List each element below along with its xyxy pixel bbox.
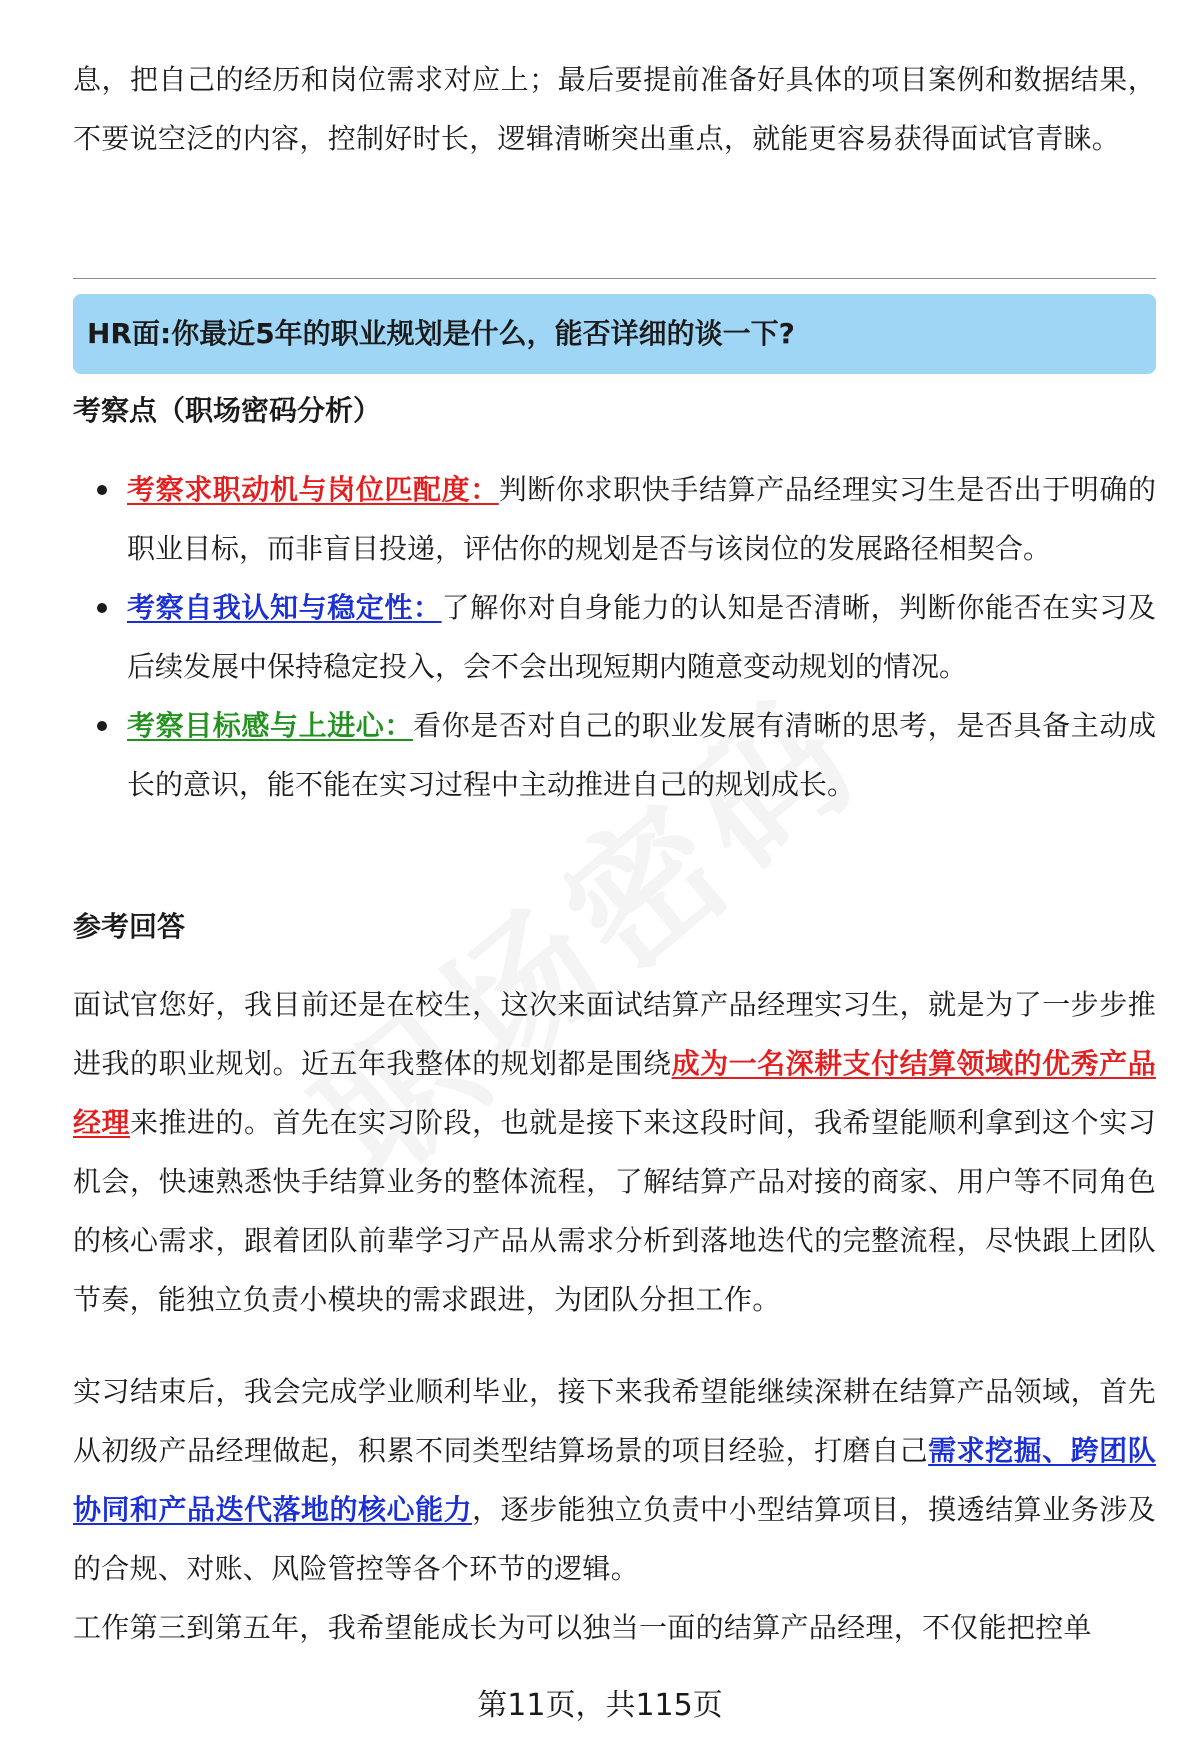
answer-paragraph-1 — [73, 975, 1156, 1329]
answer-text: 面试官您好，我目前还是在校生，这次来面试结算产品经理实习生，就是为了一步步推进我的职业规划。近五年我整体的规划都是围绕 — [73, 988, 1156, 1080]
answer-text: 来推进的。首先在实习阶段，也就是接下来这段时间，我希望能顺利拿到这个实习机会，快速熟悉快手结算业务的整体流程，了解结算产品对接的商家、用户等不同角色的核心需求，跟着团队前辈学习产品从需求分析到落地迭代的完整流程，尽快跟上团队节奏，能独立负责小模块的需求跟进，为团队分担工作。 — [73, 1106, 1156, 1316]
intro-paragraph: 息，把自己的经历和岗位需求对应上；最后要提前准备好具体的项目案例和数据结果，不要说空泛的内容，控制好时长，逻辑清晰突出重点，就能更容易获得面试官青睐。 — [73, 63, 1156, 155]
answer-paragraph-2 — [73, 1362, 1156, 1598]
bullet-text: 了解你对自身能力的认知是否清晰，判断你能否在实习及后续发展中保持稳定投入，会不会出现短期内随意变动规划的情况。 — [127, 591, 1156, 683]
list-item — [73, 460, 1156, 578]
section-divider — [73, 278, 1156, 279]
bullet-dot-icon — [97, 721, 107, 731]
section-heading-assessment: 考察点（职场密码分析） — [73, 394, 382, 427]
bullet-dot-icon — [97, 603, 107, 613]
list-item — [73, 578, 1156, 696]
assessment-list — [73, 460, 1156, 814]
bullet-keyword: 考察自我认知与稳定性： — [127, 591, 442, 624]
answer-highlight: 需求挖掘、跨团队协同和产品迭代落地的核心能力 — [73, 1434, 1156, 1526]
bullet-text: 判断你求职快手结算产品经理实习生是否出于明确的职业目标，而非盲目投递，评估你的规划是否与该岗位的发展路径相契合。 — [127, 473, 1156, 565]
answer-text: 实习结束后，我会完成学业顺利毕业，接下来我希望能继续深耕在结算产品领域，首先从初级产品经理做起，积累不同类型结算场景的项目经验，打磨自己 — [73, 1375, 1156, 1467]
page-number: 第11页，共115页 — [477, 1688, 723, 1723]
bullet-dot-icon — [97, 485, 107, 495]
answer-text: ，逐步能独立负责中小型结算项目，摸透结算业务涉及的合规、对账、风险管控等各个环节的逻辑。 — [73, 1493, 1157, 1585]
list-item — [73, 696, 1156, 814]
bullet-keyword: 考察求职动机与岗位匹配度： — [127, 473, 499, 506]
answer-block-2 — [73, 1362, 1156, 1657]
answer-highlight: 成为一名深耕支付结算领域的优秀产品经理 — [73, 1047, 1156, 1139]
answer-paragraph-3: 工作第三到第五年，我希望能成长为可以独当一面的结算产品经理，不仅能把控单 — [73, 1611, 1092, 1644]
section-heading-answer: 参考回答 — [73, 910, 186, 943]
question-banner — [73, 294, 1156, 374]
bullet-text: 看你是否对自己的职业发展有清晰的思考，是否具备主动成长的意识，能不能在实习过程中主动推进自己的规划成长。 — [127, 709, 1156, 801]
question-text: HR面:你最近5年的职业规划是什么，能否详细的谈一下? — [87, 317, 795, 350]
bullet-keyword: 考察目标感与上进心： — [127, 709, 413, 742]
